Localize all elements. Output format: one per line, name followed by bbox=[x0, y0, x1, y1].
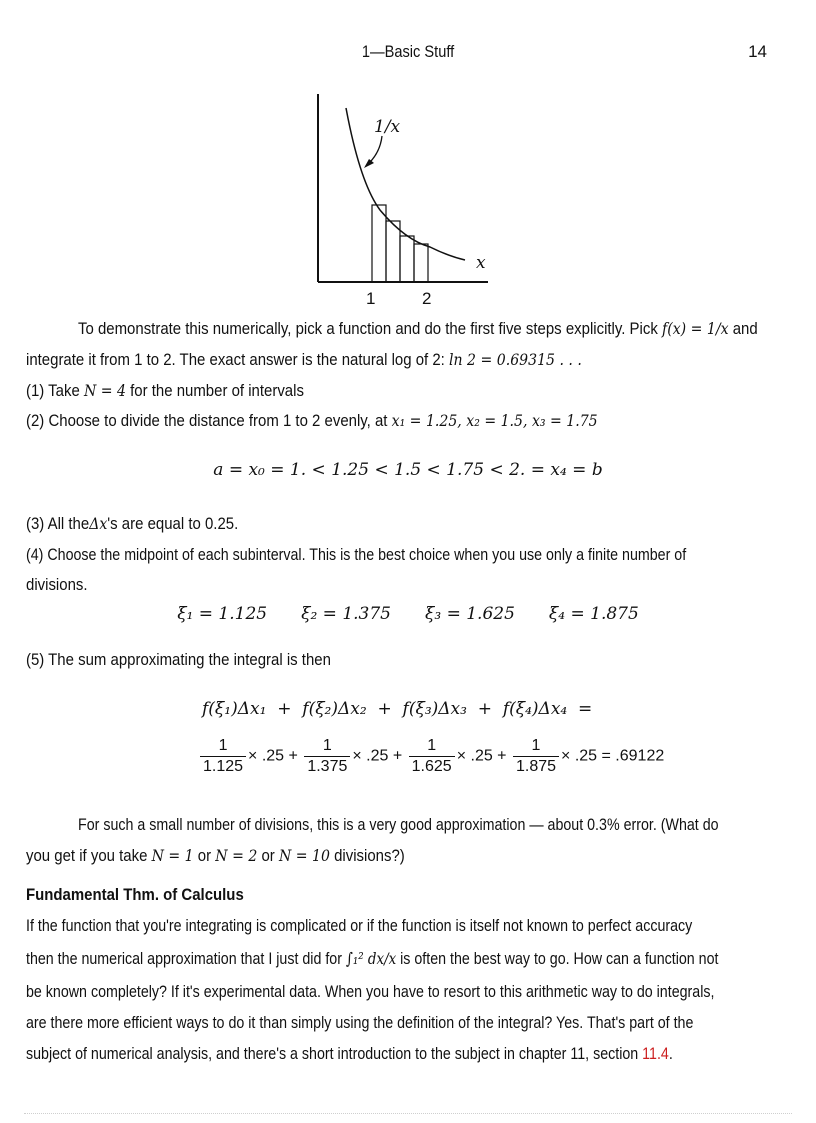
curve-label: 1/x bbox=[374, 117, 401, 137]
curve-label-arrowhead bbox=[364, 159, 374, 168]
tick-label-1: 1 bbox=[366, 289, 376, 308]
partition-equation: a = x₀ = 1. < 1.25 < 1.5 < 1.75 < 2. = x₄ = b bbox=[213, 460, 603, 480]
fraction-3: $\frac{1}{1.625}$ bbox=[409, 736, 455, 777]
riemann-bar-4 bbox=[414, 244, 428, 282]
riemann-bar-3 bbox=[400, 236, 414, 282]
intro-line-2: integrate it from 1 to 2. The exact answer is the natural log of 2: ln 2 = 0.69315 . . . bbox=[26, 350, 582, 369]
fraction-2: $\frac{1}{1.375}$ bbox=[304, 736, 350, 777]
math-ln2: ln 2 = 0.69315 . . . bbox=[449, 350, 582, 369]
step-2: (2) Choose to divide the distance from 1 to 2 evenly, at x₁ = 1.25, x₂ = 1.5, x₃ = 1.75 bbox=[26, 411, 598, 430]
step-3: (3) All theΔx's are equal to 0.25. bbox=[26, 514, 239, 533]
tick-label-2: 2 bbox=[422, 289, 432, 308]
xi-4: ξ₄ = 1.875 bbox=[548, 604, 639, 624]
fraction-sum: $\frac{1}{1.125}$ × .25 + $\frac{1}{1.375}$ × .25 + $\frac{1}{1.625}$ × .25 + $\frac{1}{1.875}$ × .25 = .69122 bbox=[198, 736, 664, 777]
ftc-line-1: If the function that you're integrating is complicated or if the function is itself not known to perfect accuracy bbox=[26, 916, 693, 935]
after-line-1: For such a small number of divisions, this is a very good approximation — about 0.3% error. (What do bbox=[78, 815, 719, 834]
step-5: (5) The sum approximating the integral is then bbox=[26, 650, 331, 669]
xi-2: ξ₂ = 1.375 bbox=[301, 604, 391, 624]
curve-1-over-x bbox=[346, 108, 465, 260]
xi-1: ξ₁ = 1.125 bbox=[177, 604, 268, 624]
math-integral: ∫₁² dx/x bbox=[345, 949, 397, 968]
sum-expression: f(ξ₁)Δx₁ + f(ξ₂)Δx₂ + f(ξ₃)Δx₃ + f(ξ₄)Δx₄ = bbox=[202, 699, 593, 719]
intro-line-1: To demonstrate this numerically, pick a function and do the first five steps explicitly. Pick f(x) = 1/x and bbox=[78, 319, 758, 338]
ftc-line-5: subject of numerical analysis, and there's a short introduction to the subject in chapter 11, section 11.4. bbox=[26, 1044, 673, 1063]
ftc-line-4: are there more efficient ways to do it than simply using the definition of the integral? Yes. That's part of the bbox=[26, 1013, 694, 1032]
fraction-4: $\frac{1}{1.875}$ bbox=[513, 736, 559, 777]
step-1: (1) Take N = 4 for the number of intervals bbox=[26, 381, 304, 400]
page-number: 14 bbox=[748, 42, 767, 61]
ftc-line-3: be known completely? If it's experimental data. When you have to resort to this arithmetic way to do integrals, bbox=[26, 982, 715, 1001]
riemann-figure bbox=[300, 88, 510, 312]
xi-values bbox=[0, 604, 816, 624]
math-f-def: f(x) = 1/x bbox=[661, 319, 729, 338]
step-4-line-1: (4) Choose the midpoint of each subinterval. This is the best choice when you use only a finite number of bbox=[26, 545, 687, 564]
fraction-1: $\frac{1}{1.125}$ bbox=[200, 736, 246, 777]
section-heading: Fundamental Thm. of Calculus bbox=[26, 885, 244, 904]
riemann-bar-1 bbox=[372, 205, 386, 282]
ftc-line-2: then the numerical approximation that I just did for ∫₁² dx/x is often the best way to go. How can a function not bbox=[26, 949, 719, 968]
header-title: 1—Basic Stuff bbox=[361, 42, 455, 61]
after-line-2: you get if you take N = 1 or N = 2 or N = 10 divisions?) bbox=[26, 846, 405, 865]
x-axis-label: x bbox=[476, 253, 486, 273]
xi-3: ξ₃ = 1.625 bbox=[425, 604, 515, 624]
footer-rule bbox=[24, 1113, 792, 1114]
section-link[interactable]: 11.4 bbox=[642, 1044, 669, 1063]
riemann-bar-2 bbox=[386, 221, 400, 282]
step-4-line-2: divisions. bbox=[26, 575, 88, 594]
